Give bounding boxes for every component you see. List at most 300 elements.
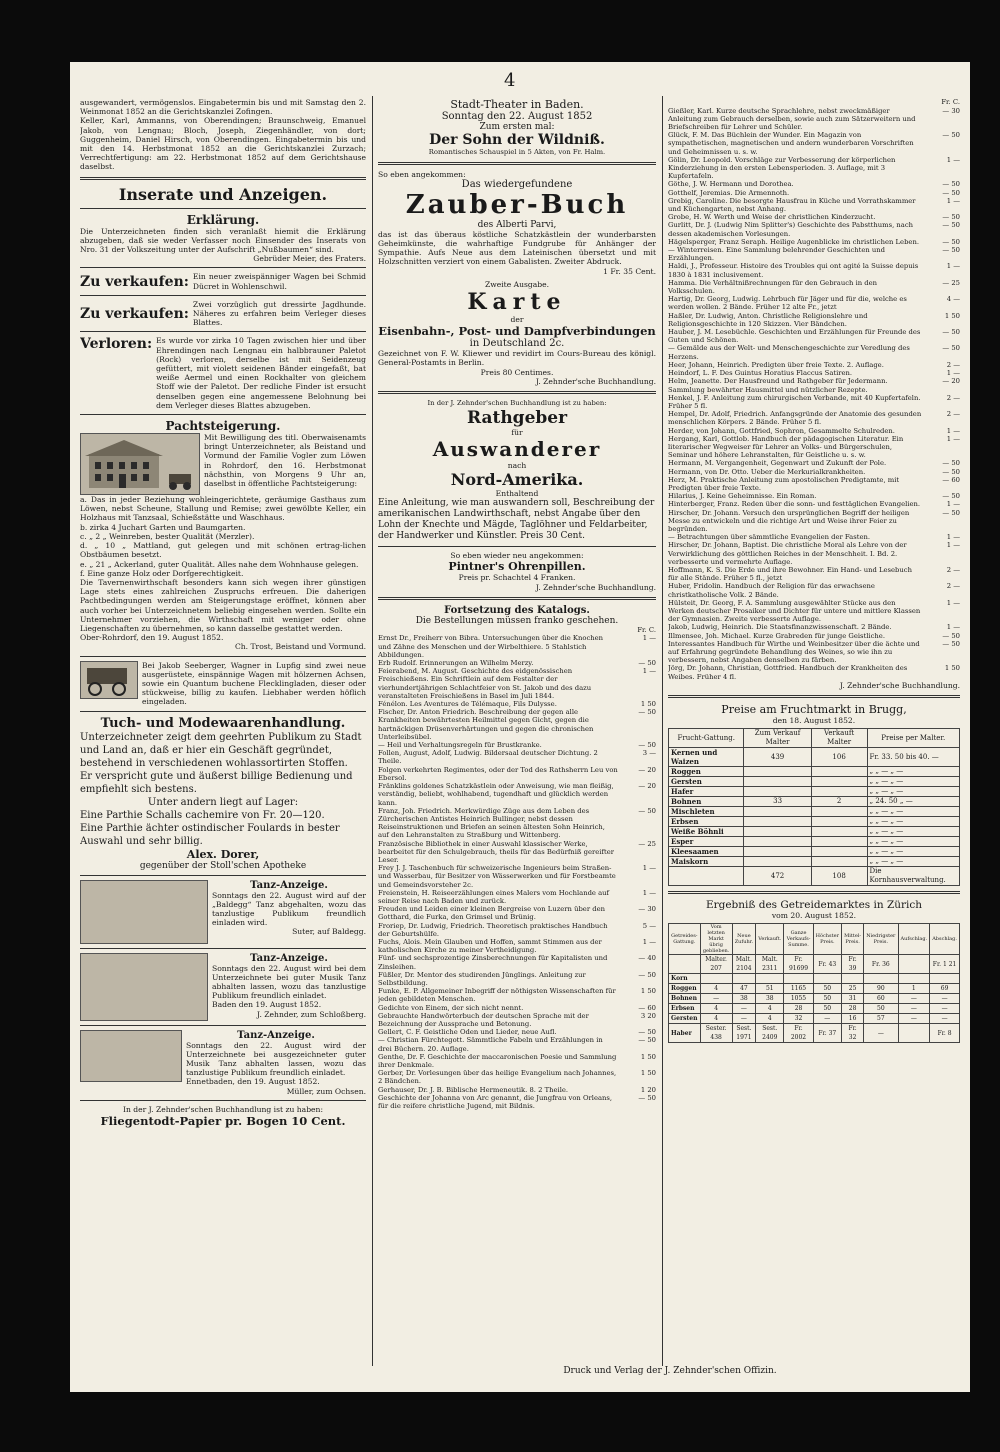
- catalog-entry: [668, 582, 960, 598]
- catalog-list: [378, 634, 656, 1110]
- table-cell: Mischleten: [669, 807, 744, 817]
- table-cell: 31: [842, 994, 864, 1004]
- catalog-entry-text: Hergang, Karl, Gottlob. Handbuch der pädagogischen Literatur. Ein literarischer Wegweiser für Lehrer an Volks- und Bürgerschulen, Seminar und höhere Lehranstalten, für Geistliche u. s. w.: [668, 434, 904, 460]
- catalog-entry-text: Genthe, Dr. F. Geschichte der maccaronischen Poesie und Sammlung ihrer Denkmale.: [378, 1052, 617, 1069]
- table-cell: 50: [813, 984, 841, 994]
- catalog-entry-price: 1 —: [642, 634, 656, 643]
- lease-item: a. Das in jeder Beziehung wohleingerichtete, geräumige Gasthaus zum Löwen, nebst Scheune, Stallung und Remise; zwei gewölbte Keller, ein Holzhaus mit Tanzsaal, Schießstätte und Waschhaus.: [80, 495, 366, 523]
- catalog-entry-text: Feierabend, M. August. Geschichte des eidgenössischen Freischießens. Ein Schriftlein auf dem Festalter der vierhundertjährigen Schlachtfeier von St. Jakob und des dazu veranstalteten Freischießens in Basel im Juli 1844.: [378, 667, 592, 700]
- table-cell: „ „ — „ —: [867, 777, 960, 787]
- catalog-entry-price: 1 —: [946, 500, 960, 509]
- table-cell: [930, 974, 960, 984]
- ad-signature: Müller, zum Ochsen.: [286, 1086, 366, 1096]
- catalog-entry-price: 1 20: [640, 1085, 656, 1094]
- catalog-entry-text: Erb Rudolf. Erinnerungen an Wilhelm Merzy.: [378, 659, 534, 668]
- table-row: [669, 827, 960, 837]
- catalog-entry-price: — 25: [638, 839, 656, 848]
- catalog-entry: [378, 1069, 656, 1085]
- table-cell: [784, 974, 813, 984]
- brugg-price-table: [668, 728, 960, 886]
- dance-illustration: [80, 953, 208, 1021]
- catalog-entry-price: — 50: [942, 237, 960, 246]
- table-cell: Bohnen: [669, 797, 744, 807]
- table-cell: 472: [744, 867, 811, 886]
- catalog-entry: [378, 708, 656, 741]
- table-row: [669, 867, 960, 886]
- ad-signature: Gebrüder Meier, des Fraters.: [253, 254, 366, 264]
- table-cell: 1165: [784, 984, 813, 994]
- ad-title: Tuch- und Modewaarenhandlung.: [100, 715, 346, 731]
- table-row: [669, 807, 960, 817]
- ad-item: Eine Parthie ächter ostindischer Foulards in bester Auswahl und sehr billig.: [80, 822, 340, 847]
- column-left: [80, 98, 366, 1128]
- imprint: Druck und Verlag der J. Zehnder'schen Offizin.: [563, 1366, 777, 1376]
- table-cell: 57: [864, 1014, 898, 1024]
- ad-text: Zwei vorzüglich gut dressirte Jagdhunde. Näheres zu erfahren beim Verleger dieses Blattes.: [192, 299, 366, 328]
- table-cell: 69: [930, 984, 960, 994]
- table-cell: Fr. 43: [813, 955, 841, 974]
- notice-text: ausgewandert, vermögenslos. Eingabetermin bis und mit Samstag den 2. Weinmonat 1852 an die Gerichtskanzlei Zofingen.: [80, 98, 366, 117]
- catalog-entry: [378, 840, 656, 865]
- table-cell: —: [930, 994, 960, 1004]
- table-cell: [864, 974, 898, 984]
- catalog-entry: [668, 295, 960, 311]
- catalog-entry-text: Hilarius, J. Keine Geheimnisse. Ein Roman.: [668, 492, 817, 501]
- catalog-entry-text: Hauber, J. M. Lesebüchle. Geschichten und Erzählungen für Freunde des Guten und Schönen.: [668, 328, 921, 345]
- table-header-cell: Preise per Malter.: [867, 729, 960, 748]
- catalog-entry-text: Gölin, Dr. Leopold. Vorschläge zur Verbesserung der körperlichen Kinderziehung in den ersten Lebensperioden. 3. Auflage, mit 3 Kupfertafeln.: [668, 155, 896, 181]
- table-cell: 50: [813, 1004, 841, 1014]
- catalog-entry-text: Heindorf, L. F. Des Guintus Horatius Flaccus Satiren.: [668, 369, 853, 378]
- catalog-entry-price: 1 50: [944, 664, 960, 673]
- ad-text: Ein neuer zweispänniger Wagen bei Schmid Dücret in Wohlenschwil.: [192, 272, 366, 291]
- theater-subtitle: Romantisches Schauspiel in 5 Akten, von Fr. Halm.: [428, 148, 606, 156]
- table-cell: —: [864, 1024, 898, 1043]
- catalog-entry-text: Frey J. J. Taschenbuch für schweizerische Ingenieurs beim Straßen- und Wasserbau, für Besitzer von Wässerwerken und für Forstbeamte und Gemeindsvorsteher 2c.: [378, 864, 616, 889]
- catalog-entry: [668, 238, 960, 246]
- catalog-entry: [668, 623, 960, 631]
- catalog-entry-text: Gotthelf, Jeremias. Die Armennoth.: [668, 188, 790, 197]
- catalog-entry-price: — 20: [638, 765, 656, 774]
- book-title: Rathgeber: [466, 407, 568, 428]
- page-number: 4: [504, 70, 516, 91]
- catalog-entry: [378, 987, 656, 1003]
- ad-signature: Ch. Trost, Beistand und Vormund.: [234, 642, 366, 652]
- ad-text: Er verspricht gute und äußerst billige Bedienung und empfiehlt sich bestens.: [80, 770, 353, 795]
- ad-text: Bei Jakob Seeberger, Wagner in Lupfig sind zwei neue ausgerüstete, einspännige Wagen mit hölzernen Achsen, sowie ein Quantum buchene Flecklingladen, dieser oder stückweise, billig zu kaufen. Liebhaber werden höflich eingeladen.: [142, 660, 366, 707]
- product-price: Preis pr. Schachtel 4 Franken.: [458, 573, 576, 583]
- catalog-entry: [668, 131, 960, 156]
- catalog-entry: [668, 156, 960, 181]
- catalog-entry-text: Franz, Joh. Friedrich. Merkwürdige Züge aus dem Leben des Zürcherischen Antistes Heinrich Bullinger, nebst dessen Reiseinstruktionen und Briefen an seinen ältesten Sohn Heinrich, auf den Lehranstalten zu Straßburg und Wittenberg.: [378, 806, 605, 840]
- catalog-entry-text: Gellert, C. F. Geistliche Oden und Lieder, neue Aufl.: [378, 1028, 557, 1037]
- catalog-entry: [668, 328, 960, 344]
- table-cell: [744, 827, 811, 837]
- catalog-note: Die Bestellungen müssen franko geschehen.: [415, 615, 619, 626]
- catalog-entry-price: — 50: [638, 1028, 656, 1037]
- table-cell: [744, 837, 811, 847]
- catalog-entry-text: Gebrauchte Handwörterbuch der deutschen Sprache mit der Bezeichnung der Aussprache und Betonung.: [378, 1011, 589, 1028]
- table-cell: 2: [811, 797, 867, 807]
- table-header-cell: Niedrigster Preis.: [864, 924, 898, 955]
- ad-signature: J. Zehnder'sche Buchhandlung.: [535, 376, 656, 386]
- ad-signature: Suter, auf Baldegg.: [292, 927, 366, 937]
- catalog-entry-text: Helm, Jeanette. Der Hausfreund und Rathgeber für Jedermann. Sammlung bewährter Hausmittel und nützlicher Rezepte.: [668, 377, 888, 394]
- book-price: 1 Fr. 35 Cent.: [603, 266, 656, 276]
- catalog-entry: [668, 435, 960, 460]
- table-cell: Sest. 1971: [732, 1024, 756, 1043]
- catalog-entry-text: Fuchs, Alois. Mein Glauben und Hoffen, sammt Stimmen aus der katholischen Kirche zu meiner Vertheidigung.: [378, 937, 602, 955]
- catalog-entry-price: — 50: [942, 213, 960, 222]
- catalog-entry-price: — 50: [638, 1093, 656, 1102]
- table-cell: [842, 974, 864, 984]
- catalog-entry-price: 1 —: [642, 864, 656, 873]
- table-cell: Malter. 207: [700, 955, 732, 974]
- column-middle: [378, 98, 656, 1110]
- lease-item: f. Eine ganze Holz oder Dorfgerechtigkeit.: [80, 568, 244, 578]
- catalog-entry-price: 2 —: [946, 582, 960, 591]
- catalog-entry-text: Interessantes Handbuch für Wirthe und Weinbesitzer über die ächte und auf Erfahrung gegründete Behandlung des Weines, so wie ihn zu verbessern, nebst Angaben denselben zu färben.: [668, 639, 920, 665]
- table-header-row: [669, 924, 960, 955]
- catalog-entry-price: — 50: [942, 459, 960, 468]
- ad-text: Die Unterzeichneten finden sich veranlaßt hiemit die Erklärung abzugeben, daß sie weder Verfasser noch Einsender des Inserats von Nro. 31 der Volkszeitung unter der Aufschrift „Nußbaumen“ sind.: [80, 226, 366, 255]
- market-title: Preise am Fruchtmarkt in Brugg,: [721, 703, 907, 717]
- catalog-entry: [378, 922, 656, 938]
- ad-title: Pachtsteigerung.: [165, 419, 281, 434]
- table-cell: Hafer: [669, 787, 744, 797]
- table-cell: „ 24. 50 „ —: [867, 797, 960, 807]
- table-cell: [811, 837, 867, 847]
- ad-text: So eben wieder neu angekommen:: [450, 551, 584, 561]
- table-row: [669, 955, 960, 974]
- table-cell: 106: [811, 748, 867, 767]
- table-cell: 4: [756, 1014, 784, 1024]
- catalog-entry-price: 1 —: [946, 155, 960, 164]
- table-row: [669, 787, 960, 797]
- ad-text: Unter andern liegt auf Lager:: [147, 796, 299, 808]
- table-cell: 4: [700, 984, 732, 994]
- zurich-market-table: [668, 923, 960, 1043]
- table-cell: Kernen und Waizen: [669, 748, 744, 767]
- table-header-cell: Abschlag.: [930, 924, 960, 955]
- ad-item: Eine Parthie Schalls cachemire von Fr. 20—120.: [80, 809, 325, 821]
- table-cell: Die Kornhausverwaltung.: [867, 867, 960, 886]
- theater-note: Zum ersten mal:: [479, 122, 555, 132]
- table-row: [669, 847, 960, 857]
- catalog-entry: [668, 197, 960, 213]
- table-cell: Sester. 438: [700, 1024, 732, 1043]
- catalog-entry-text: Huber, Fridolin. Handbuch der Religion für das erwachsene christkatholische Volk. 2 Bände.: [668, 582, 875, 599]
- table-row: [669, 1024, 960, 1043]
- catalog-entry: [378, 700, 656, 708]
- table-cell: Esper: [669, 837, 744, 847]
- wagon-illustration: [80, 661, 138, 699]
- catalog-entry-text: Hirscher, Dr. Johann, Baptist. Die christliche Moral als Lehre von der Verwirklichung des göttlichen Reiches in der Menschheit. I. Bd. 2. verbesserte und vermehrte Auflage.: [668, 541, 907, 566]
- catalog-entry-price: — 60: [638, 1003, 656, 1012]
- catalog-entry-text: Fénélon. Les Aventures de Télémaque, Fils Dulysse.: [378, 700, 557, 709]
- catalog-entry: [378, 954, 656, 970]
- ad-text: Eine Anleitung, wie man auswandern soll, Beschreibung der amerikanischen Landwirthschaft, nebst Angabe über den Lohn der Knechte und Mägde, Taglöhner und Feldarbeiter, der Handwerker und Künstler. Preis 30 Cent.: [378, 498, 655, 542]
- table-cell: 47: [732, 984, 756, 994]
- table-cell: [744, 847, 811, 857]
- catalog-entry-price: 1 50: [640, 700, 656, 709]
- catalog-entry-text: Hirscher, Dr. Johann. Versuch den ursprünglichen Begriff der heiligen Messe zu entwickeln und die richtige Art und Weise ihrer Feier zu begründen.: [668, 508, 910, 533]
- table-cell: [732, 974, 756, 984]
- table-cell: —: [898, 1004, 930, 1014]
- catalog-entry: [668, 459, 960, 467]
- catalog-entry-text: Herder, von Johann, Gottfried, Sophron, Gesammelte Schulreden.: [668, 426, 895, 435]
- table-cell: Fr. 91699: [784, 955, 813, 974]
- catalog-entry: [378, 659, 656, 667]
- catalog-entry-price: — 50: [638, 708, 656, 717]
- table-cell: „ „ — „ —: [867, 857, 960, 867]
- map-title: Karte: [467, 289, 567, 316]
- ad-title: Tanz-Anzeige.: [237, 1029, 315, 1041]
- table-cell: 439: [744, 748, 811, 767]
- ad-title: Verloren:: [80, 336, 153, 353]
- catalog-entry-text: Gerhauser, Dr. J. B. Biblische Hermeneutik. 8. 2 Theile.: [378, 1085, 569, 1094]
- table-cell: „ „ — „ —: [867, 847, 960, 857]
- ad-text: Sonntags den 22. August wird auf der „Baldegg“ Tanz abgehalten, wozu das tanzlustige Publikum freundlich einladen wird.: [212, 890, 366, 928]
- table-cell: Erbsen: [669, 1004, 701, 1014]
- catalog-entry-text: Hägelsperger, Franz Seraph. Heilige Augenblicke im christlichen Leben.: [668, 237, 919, 246]
- table-cell: Roggen: [669, 984, 701, 994]
- catalog-entry-text: — Christian Fürchtegott. Sämmtliche Fabeln und Erzählungen in drei Büchern. 20. Auflage.: [378, 1036, 603, 1053]
- lease-item: c. „ 2 „ Weinreben, bester Qualität (Merzler).: [80, 531, 255, 541]
- table-cell: —: [732, 1004, 756, 1014]
- table-cell: [811, 777, 867, 787]
- catalog-entry: [668, 213, 960, 221]
- catalog-entry: [668, 344, 960, 360]
- catalog-entry: [378, 782, 656, 807]
- table-cell: [811, 827, 867, 837]
- catalog-entry-price: 5 —: [642, 921, 656, 930]
- table-cell: —: [930, 1014, 960, 1024]
- catalog-entry-text: Gurlitt, Dr. J. (Ludwig Nim Splitter's) Geschichte des Pabstthums, nach dessen akademischen Vorlesungen.: [668, 221, 914, 238]
- catalog-entry-price: 1 50: [640, 987, 656, 996]
- table-header-cell: Vom letzten Markt übrig geblieben.: [700, 924, 732, 955]
- catalog-entry-text: Gießler, Karl. Kurze deutsche Sprachlehre, nebst zweckmäßiger Anleitung zum Gebrauch derselben, sowie auch zum Sätzerweitern und Briefschreiben für Lehrer und Schüler.: [668, 106, 916, 131]
- newspaper-page: [70, 62, 970, 1392]
- ad-text: Sonntags den 22. August wird der Unterzeichnete bei ausgezeichneter guter Musik Tanz abhalten lassen, wozu das tanzlustige Publikum freundlich einladet.: [186, 1040, 366, 1078]
- table-cell: Sest. 2409: [756, 1024, 784, 1043]
- catalog-entry: [668, 361, 960, 369]
- catalog-entry: [668, 468, 960, 476]
- table-cell: 1: [898, 984, 930, 994]
- catalog-entry: [668, 427, 960, 435]
- catalog-entry-price: 2 —: [946, 393, 960, 402]
- table-cell: [898, 955, 930, 974]
- catalog-entry-price: 2 —: [946, 410, 960, 419]
- dance-illustration: [80, 880, 208, 944]
- table-cell: [700, 974, 732, 984]
- table-row: [669, 974, 960, 984]
- table-cell: [811, 767, 867, 777]
- table-header-row: [669, 729, 960, 748]
- ad-text: Es wurde vor zirka 10 Tagen zwischen hier und über Ehrendingen nach Lengnau ein halbbrauner Paletot (Rock) verloren, derselbe ist mit Seidenzeug gefüttert, mit violett seidenen Bänder eingefaßt, bat weiße Aermel und einen Rockhalter von gleichem Stoff wie der Paletot. Der redliche Finder ist ersucht denselben gegen eine angemessene Belohnung bei dem Verleger dieses Blattes abzugeben.: [156, 336, 366, 410]
- ad-signature: J. Zehnder, zum Schloßberg.: [257, 1009, 366, 1019]
- ad-text: das ist das überaus köstliche Schatzkästlein der wunderbarsten Geheimkünste, die wahrhaftige Fundgrube für Anhänger der Sympathie. Aufs Neue aus dem Lateinischen übersetzt und mit Holzschnitten verziert von einem Gabalisten. Zweiter Abdruck.: [378, 229, 656, 267]
- table-cell: Kleesaamen: [669, 847, 744, 857]
- catalog-entry: [668, 640, 960, 665]
- table-cell: 32: [784, 1014, 813, 1024]
- catalog-entry-price: — 20: [638, 782, 656, 791]
- catalog-entry-price: — 20: [942, 377, 960, 386]
- catalog-entry-text: Folgen verkehrten Regimentes, oder der Tod des Rathsherrn Leu von Ebersol.: [378, 765, 618, 782]
- table-row: [669, 817, 960, 827]
- table-cell: Maiskorn: [669, 857, 744, 867]
- catalog-entry-price: — 50: [942, 131, 960, 140]
- ad-date: Ober-Rohrdorf, den 19. August 1852.: [80, 633, 224, 643]
- ad-text: Zweite Ausgabe.: [484, 279, 550, 289]
- catalog-entry-text: Fünf- und sechsprozentige Zinsberechnungen für Kapitalisten und Zinsleihen.: [378, 954, 608, 971]
- table-cell: „ „ — „ —: [867, 767, 960, 777]
- table-cell: 4: [700, 1004, 732, 1014]
- catalog-entry: [668, 180, 960, 188]
- catalog-entry-price: 1 —: [946, 262, 960, 271]
- ad-text: Das wiedergefundene: [461, 178, 573, 190]
- catalog-entry-text: Ernst Dr., Freiherr von Bibra. Untersuchungen über die Knochen und Zähne des Menschen und der Wirbelthiere. 5 Stahlstich Abbildungen.: [378, 634, 604, 659]
- catalog-entry-price: — 50: [942, 508, 960, 517]
- dance-illustration: [80, 1030, 182, 1082]
- catalog-entry-price: 1 —: [642, 667, 656, 676]
- catalog-entry-price: 1 —: [946, 196, 960, 205]
- catalog-entry: [668, 632, 960, 640]
- table-cell: „ „ — „ —: [867, 807, 960, 817]
- catalog-entry-text: Haßler, Dr. Ludwig, Anton. Christliche Religionslehre und Religionsgeschichte in 120 Skizzen. Vier Bändchen.: [668, 311, 868, 328]
- table-cell: „ „ — „ —: [867, 787, 960, 797]
- catalog-entry: [668, 312, 960, 328]
- catalog-entry: [668, 492, 960, 500]
- table-header-cell: Mittel-Preis.: [842, 924, 864, 955]
- catalog-entry-text: Geschichte der Johanna von Arc genannt, die Jungfrau von Orleans, für die reifere christliche Jugend, mit Bildnis.: [378, 1093, 613, 1111]
- catalog-entry-price: — 50: [942, 221, 960, 230]
- catalog-entry-price: — 50: [942, 188, 960, 197]
- catalog-entry-text: — Winterreisen. Eine Sammlung belehrender Geschichten und Erzählungen.: [668, 246, 886, 263]
- catalog-entry-price: 1 —: [946, 426, 960, 435]
- map-subtitle: Eisenbahn-, Post- und Dampfverbindungen: [378, 324, 656, 339]
- catalog-entry-price: 1 —: [946, 598, 960, 607]
- catalog-entry: [378, 1053, 656, 1069]
- table-cell: Malt. 2311: [756, 955, 784, 974]
- section-heading: Inserate und Anzeigen.: [118, 184, 328, 204]
- ad-date: Ennetbaden, den 19. August 1852.: [186, 1077, 320, 1087]
- catalog-entry: [668, 664, 960, 680]
- table-row: [669, 797, 960, 807]
- table-cell: [811, 857, 867, 867]
- table-header-cell: Verkauft Malter: [811, 729, 867, 748]
- catalog-entry-price: 1 —: [946, 369, 960, 378]
- catalog-entry: [378, 905, 656, 921]
- table-cell: [811, 807, 867, 817]
- catalog-entry-text: Jörg, Dr. Johann, Christian, Gottfried. Handbuch der Krankheiten des Weibes. Früher 4 fl.: [668, 664, 908, 681]
- ad-title: Tanz-Anzeige.: [250, 952, 328, 964]
- table-cell: 38: [756, 994, 784, 1004]
- book-title: Nord-Amerika.: [450, 470, 584, 490]
- table-cell: „ „ — „ —: [867, 817, 960, 827]
- catalog-entry: [668, 599, 960, 624]
- catalog-entry-text: Glück, F. M. Das Büchlein der Wunder. Ein Magazin von sympathetischen, magnetischen und andern wunderbaren Vorschriften und Geheimnissen u. s. w.: [668, 131, 914, 156]
- table-row: [669, 767, 960, 777]
- catalog-entry-price: 1 —: [946, 541, 960, 550]
- catalog-entry: [668, 369, 960, 377]
- catalog-entry-price: — 40: [638, 954, 656, 963]
- catalog-entry-price: 4 —: [946, 295, 960, 304]
- catalog-entry-text: Jakob, Ludwig, Heinrich. Die Staatsfinanzwissenschaft. 2 Bände.: [668, 623, 892, 632]
- ad-text: In der J. Zehnder'schen Buchhandlung ist zu haben:: [427, 399, 607, 408]
- ad-text: nach: [507, 460, 527, 470]
- catalog-entry-price: — 50: [638, 1036, 656, 1045]
- table-cell: Korn: [669, 974, 701, 984]
- table-cell: [669, 867, 744, 886]
- catalog-entry: [668, 476, 960, 492]
- catalog-entry-price: — 50: [638, 741, 656, 750]
- catalog-entry-price: — 50: [942, 492, 960, 501]
- catalog-entry-price: — 50: [942, 344, 960, 353]
- catalog-title: Fortsetzung des Katalogs.: [444, 604, 590, 616]
- catalog-entry: [378, 889, 656, 905]
- table-cell: —: [898, 994, 930, 1004]
- table-cell: 51: [756, 984, 784, 994]
- table-row: [669, 857, 960, 867]
- catalog-entry-price: — 30: [638, 905, 656, 914]
- table-cell: [744, 817, 811, 827]
- theater-date: Sonntag den 22. August 1852: [441, 111, 593, 122]
- catalog-entry-text: Hartig, Dr. Georg, Ludwig. Lehrbuch für Jäger und für die, welche es werden wollen. 2 Bände. Früher 12 alte Fr., jetzt: [668, 295, 907, 312]
- table-cell: 50: [813, 994, 841, 1004]
- ad-text: Mit Bewilligung des titl. Oberwaisenamts bringt Unterzeichneter, als Beistand und Vormund der Familie Vogler zum Löwen in Rohrdorf, den 16. Herbstmonat nächsthin, von Morgens 9 Uhr an, daselbst in öffentliche Pachtsteigerung:: [204, 433, 366, 489]
- table-row: [669, 984, 960, 994]
- table-cell: 90: [864, 984, 898, 994]
- table-cell: Gersten: [669, 1014, 701, 1024]
- market-date: vom 20. August 1852.: [771, 911, 857, 921]
- catalog-entry: [668, 262, 960, 278]
- table-cell: [744, 807, 811, 817]
- catalog-entry-price: — 60: [942, 475, 960, 484]
- column-right: [668, 98, 960, 1043]
- table-cell: Fr. 36: [864, 955, 898, 974]
- catalog-entry: [668, 246, 960, 262]
- table-cell: [756, 974, 784, 984]
- table-row: [669, 994, 960, 1004]
- ad-text: So eben angekommen:: [378, 169, 466, 179]
- catalog-entry-price: — 25: [942, 278, 960, 287]
- product-title: Pintner's Ohrenpillen.: [448, 560, 586, 574]
- table-cell: Fr. 1 21: [930, 955, 960, 974]
- catalog-entry-price: 1 50: [944, 311, 960, 320]
- catalog-entry-price: 2 —: [946, 565, 960, 574]
- catalog-entry-text: Herz, M. Praktische Anleitung zum apostolischen Predigtamte, mit Predigten über freie Texte.: [668, 475, 900, 492]
- catalog-entry-text: Follen, August, Adolf, Ludwig. Bildersaal deutscher Dichtung. 2 Theile.: [378, 749, 598, 766]
- table-cell: Weiße Böhnli: [669, 827, 744, 837]
- market-date: den 18. August 1852.: [772, 716, 856, 726]
- catalog-entry: [668, 107, 960, 132]
- catalog-entry-price: — 50: [942, 467, 960, 476]
- catalog-entry: [668, 410, 960, 426]
- table-header-cell: Aufschlag.: [898, 924, 930, 955]
- catalog-entry-text: Hermann, M. Vergangenheit, Gegenwart und Zukunft der Pole.: [668, 459, 887, 468]
- ad-text: Sonntags den 22. August wird bei dem Unterzeichnete bei guter Musik Tanz abhalten lassen, wozu das tanzlustige Publikum freundlich einladet.: [212, 963, 366, 1001]
- ad-date: Baden den 19. August 1852.: [212, 1000, 322, 1010]
- ad-title: Erklärung.: [186, 212, 260, 227]
- catalog-price-header: Fr. C.: [637, 625, 656, 634]
- ad-signature: J. Zehnder'sche Buchhandlung.: [535, 582, 656, 592]
- catalog-entry: [378, 1036, 656, 1052]
- catalog-entry-price: 1 —: [642, 888, 656, 897]
- ad-text: In der J. Zehnder'schen Buchhandlung ist zu haben:: [122, 1104, 324, 1114]
- table-header-cell: Neue Zufuhr.: [732, 924, 756, 955]
- ad-title: Zu verkaufen:: [80, 273, 189, 290]
